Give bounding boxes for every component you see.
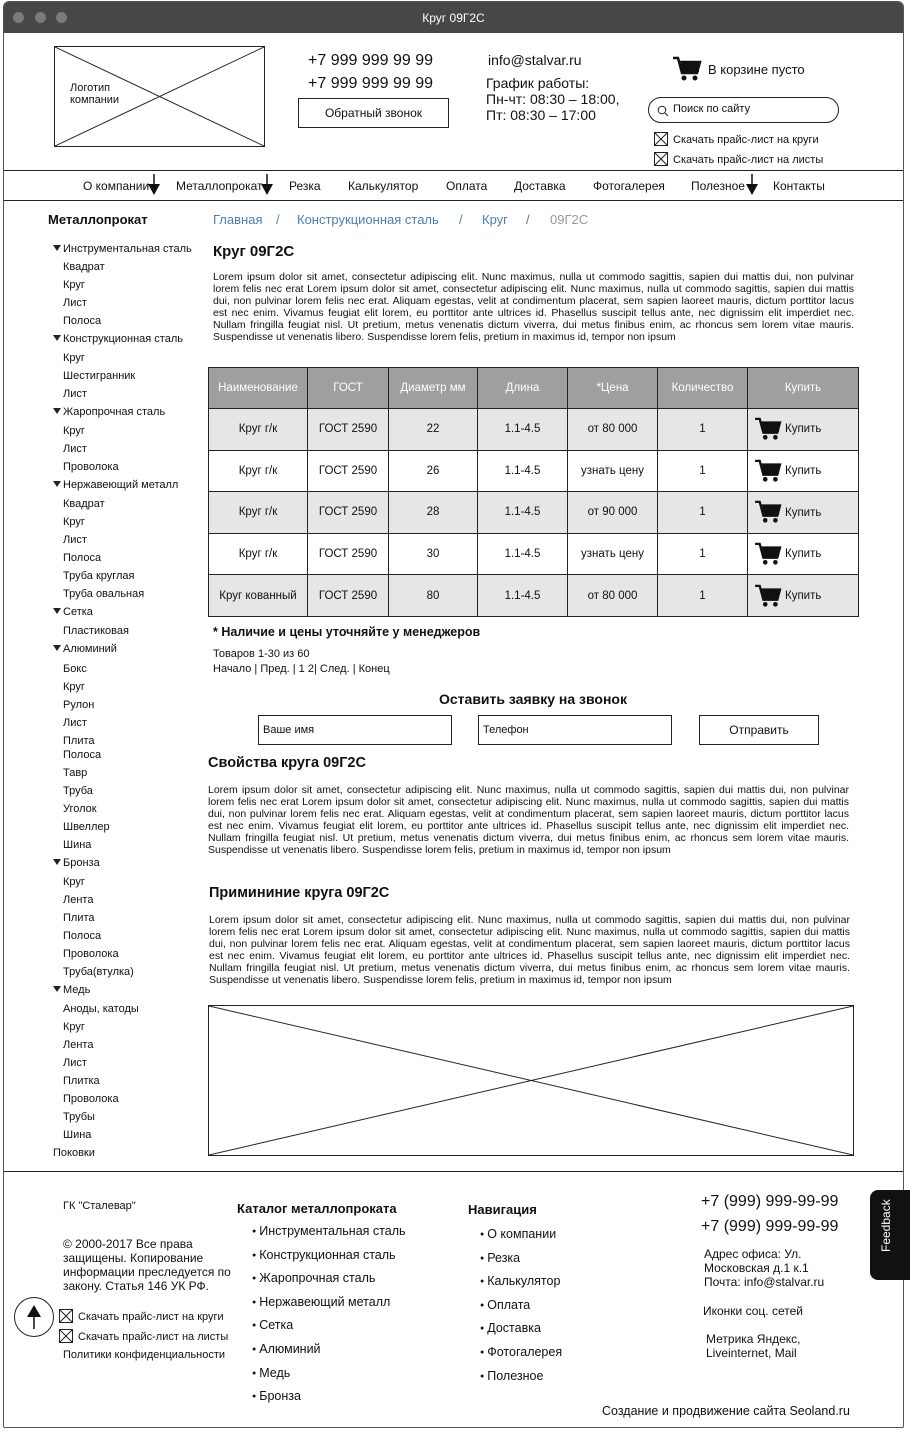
callback-button[interactable]: Обратный звонок	[298, 98, 449, 128]
sidebar-item-label: Круг	[63, 279, 85, 291]
sidebar-item-label: Плитка	[63, 1075, 100, 1087]
sidebar-item[interactable]	[63, 297, 87, 309]
footer-price-sheet-link[interactable]	[59, 1329, 228, 1343]
sidebar-item-label: Медь	[63, 984, 91, 996]
table-cell: 1	[658, 492, 748, 534]
properties-title: Свойства круга 09Г2С	[208, 755, 366, 771]
pagination	[213, 663, 390, 675]
sidebar-item[interactable]	[63, 461, 119, 473]
pager-separator: |	[352, 663, 356, 675]
sidebar-item[interactable]	[63, 681, 85, 693]
sidebar-item-label: Квадрат	[63, 261, 105, 273]
table-row	[209, 450, 859, 492]
sidebar-item-label: Плита	[63, 912, 95, 924]
table-cell: 1	[658, 409, 748, 451]
sidebar-item-label: Лента	[63, 894, 94, 906]
product-table	[208, 367, 859, 617]
checkbox-icon	[654, 152, 668, 166]
search-placeholder: Поиск по сайту	[673, 103, 751, 115]
table-cell: ГОСТ 2590	[308, 450, 389, 492]
sidebar-item[interactable]	[63, 1039, 93, 1051]
table-cell: 80	[389, 575, 478, 617]
sidebar-category[interactable]	[53, 643, 117, 655]
callback-form-title: Оставить заявку на звонок	[439, 691, 627, 707]
sidebar-item[interactable]	[63, 498, 105, 510]
table-cell: Круг г/к	[209, 409, 308, 451]
sidebar-item[interactable]	[63, 966, 134, 978]
table-cell: Круг г/к	[209, 533, 308, 575]
table-cell: ГОСТ 2590	[308, 575, 389, 617]
nav-cutting[interactable]: Резка	[289, 179, 321, 193]
footer-phone-2[interactable]: +7 (999) 999-99-99	[701, 1218, 839, 1235]
sidebar-item[interactable]	[63, 785, 93, 797]
sidebar-item[interactable]	[63, 749, 101, 761]
header-phone-2[interactable]: +7 999 999 99 99	[308, 75, 434, 92]
footer-catalog-link[interactable]: ● Медь	[252, 1366, 290, 1380]
cart-icon	[754, 584, 782, 608]
table-row	[209, 533, 859, 575]
pager-separator: |	[254, 663, 258, 675]
expand-triangle-icon[interactable]	[53, 245, 61, 251]
nav-payment[interactable]: Оплата	[446, 179, 488, 193]
sidebar-item-label: Плита	[63, 735, 95, 747]
cart-status[interactable]: В корзине пусто	[708, 62, 805, 77]
footer-address: Адрес офиса: Ул. Московская д.1 к.1	[704, 1247, 809, 1275]
breadcrumb-current: 09Г2С	[550, 212, 589, 227]
browser-window	[3, 1, 904, 1428]
arrow-up-icon	[14, 1297, 54, 1337]
page-title: Круг 09Г2С	[213, 243, 295, 260]
items-count: Товаров 1-30 из 60	[213, 648, 310, 660]
table-cell: 28	[389, 492, 478, 534]
column-header: Количество	[658, 368, 748, 409]
schedule-friday: Пт: 08:30 – 17:00	[486, 107, 596, 123]
table-cell: 1	[658, 450, 748, 492]
expand-triangle-icon[interactable]	[53, 481, 61, 487]
sidebar-item-label: Лента	[63, 1039, 94, 1051]
sidebar-item[interactable]	[63, 570, 135, 582]
sidebar-item[interactable]	[63, 1093, 119, 1105]
price-list-sheet-link[interactable]	[654, 152, 823, 166]
buy-button[interactable]	[748, 450, 859, 492]
sidebar-item[interactable]	[63, 534, 87, 546]
pager-prev[interactable]: Пред.	[260, 663, 290, 675]
table-cell: 1.1-4.5	[478, 492, 568, 534]
sidebar-item-label: Тавр	[63, 767, 88, 779]
sidebar-item-label: Квадрат	[63, 498, 105, 510]
table-cell: от 80 000	[568, 409, 658, 451]
breadcrumb-home[interactable]: Главная	[213, 212, 263, 227]
sidebar-item[interactable]	[63, 735, 95, 747]
table-cell: ГОСТ 2590	[308, 533, 389, 575]
sidebar-item[interactable]	[63, 588, 144, 600]
pager-separator: |	[313, 663, 317, 675]
table-cell: узнать цену	[568, 450, 658, 492]
footer-nav-link[interactable]: ● Калькулятор	[480, 1274, 560, 1288]
sidebar-item-label: Лист	[63, 297, 87, 309]
search-input[interactable]	[648, 97, 839, 123]
table-cell: 1.1-4.5	[478, 533, 568, 575]
sidebar-item[interactable]	[63, 279, 85, 291]
footer-catalog-title: Каталог металлопроката	[237, 1201, 397, 1216]
sidebar-item[interactable]	[63, 443, 87, 455]
sidebar-item-label: Полоса	[63, 749, 102, 761]
social-icons[interactable]: Иконки соц. сетей	[703, 1304, 803, 1318]
sidebar-item[interactable]	[63, 876, 85, 888]
feedback-tab[interactable]	[870, 1190, 910, 1280]
expand-triangle-icon[interactable]	[53, 645, 61, 651]
feedback-label: Feedback	[879, 1199, 893, 1252]
footer-divider	[4, 1171, 903, 1172]
sidebar-item-label: Пластиковая	[63, 625, 129, 637]
table-cell: от 80 000	[568, 575, 658, 617]
sidebar-item-label: Полоса	[63, 552, 102, 564]
sidebar-item[interactable]	[63, 1021, 85, 1033]
sidebar-item-label: Швеллер	[63, 821, 110, 833]
dropdown-arrow-icon[interactable]	[147, 174, 161, 196]
table-cell: 30	[389, 533, 478, 575]
buy-button[interactable]	[748, 533, 859, 575]
table-cell: 26	[389, 450, 478, 492]
sidebar-item[interactable]	[63, 425, 85, 437]
expand-triangle-icon[interactable]	[53, 408, 61, 414]
footer-catalog-link[interactable]: ● Инструментальная сталь	[252, 1224, 406, 1238]
table-cell: 1.1-4.5	[478, 450, 568, 492]
table-row	[209, 575, 859, 617]
sidebar-item-label: Круг	[63, 425, 85, 437]
company-logo[interactable]	[54, 46, 265, 147]
table-cell: ГОСТ 2590	[308, 409, 389, 451]
column-header: Длина	[478, 368, 568, 409]
table-cell: ГОСТ 2590	[308, 492, 389, 534]
pager-first[interactable]: Начало	[213, 663, 252, 675]
column-header: *Цена	[568, 368, 658, 409]
title-bar	[4, 2, 903, 33]
footer-nav-link[interactable]: ● Полезное	[480, 1369, 543, 1383]
sidebar-item-label: Труба круглая	[63, 570, 135, 582]
sidebar-item-label: Полоса	[63, 930, 102, 942]
sidebar-category[interactable]	[53, 984, 90, 996]
phone-input[interactable]: Телефон	[478, 715, 672, 745]
breadcrumb-structural-steel[interactable]: Конструкционная сталь	[297, 212, 439, 227]
nav-gallery[interactable]: Фотогалерея	[593, 179, 665, 193]
sidebar-item-label: Круг	[63, 1021, 85, 1033]
buy-button[interactable]	[748, 492, 859, 534]
image-placeholder	[208, 1005, 854, 1156]
buy-label: Купить	[785, 589, 822, 602]
sidebar-item-label: Рулон	[63, 699, 95, 711]
footer-price-sheet-label: Скачать прайс-лист на листы	[78, 1331, 229, 1343]
window-title: Круг 09Г2С	[422, 11, 485, 25]
sidebar-item-label: Поковки	[53, 1147, 95, 1159]
footer-catalog-link[interactable]: ● Жаропрочная сталь	[252, 1271, 375, 1285]
footer-phone-1[interactable]: +7 (999) 999-99-99	[701, 1193, 839, 1210]
site-credits[interactable]: Создание и продвижение сайта Seoland.ru	[602, 1404, 850, 1418]
footer-mail[interactable]: Почта: info@stalvar.ru	[704, 1275, 825, 1289]
sidebar-item-label: Лист	[63, 1057, 87, 1069]
sidebar-item[interactable]	[63, 1003, 139, 1015]
buy-label: Купить	[785, 464, 822, 477]
column-header: ГОСТ	[308, 368, 389, 409]
sidebar-item[interactable]	[63, 1075, 100, 1087]
sidebar-item-label: Проволока	[63, 948, 119, 960]
table-cell: 1.1-4.5	[478, 575, 568, 617]
metrics-counters: Метрика Яндекс, Liveinternet, Mail	[706, 1332, 801, 1360]
pager-page-2[interactable]: 2	[307, 663, 314, 675]
sidebar-item-label: Лист	[63, 388, 87, 400]
sidebar-item[interactable]	[63, 1129, 91, 1141]
pager-last[interactable]: Конец	[358, 663, 390, 675]
buy-button[interactable]	[748, 409, 859, 451]
footer-copyright: © 2000-2017 Все права защищены. Копирование информации преследуется по закону. Статья 146 УК РФ.	[63, 1237, 231, 1293]
expand-triangle-icon[interactable]	[53, 859, 61, 865]
table-cell: 1	[658, 575, 748, 617]
table-cell: 22	[389, 409, 478, 451]
submit-button[interactable]: Отправить	[699, 715, 819, 745]
cart-icon	[754, 542, 782, 566]
sidebar-item-label: Уголок	[63, 803, 97, 815]
sidebar-item-label: Труба	[63, 785, 93, 797]
nav-contacts[interactable]: Контакты	[773, 179, 825, 193]
price-sheet-label: Скачать прайс-лист на листы	[673, 154, 824, 166]
cart-icon	[754, 417, 782, 441]
privacy-policy-link[interactable]: Политики конфиденциальности	[63, 1349, 226, 1361]
sidebar-category[interactable]	[53, 1147, 95, 1159]
footer-catalog-link[interactable]: ● Бронза	[252, 1389, 301, 1403]
sidebar-category[interactable]	[53, 606, 93, 618]
sidebar-item[interactable]	[63, 1111, 95, 1123]
price-note: * Наличие и цены уточняйте у менеджеров	[213, 625, 481, 639]
breadcrumb-separator: /	[276, 212, 280, 227]
sidebar-item-label: Аноды, катоды	[63, 1003, 139, 1015]
sidebar-item-label: Лист	[63, 534, 87, 546]
sidebar-item-label: Проволока	[63, 1093, 119, 1105]
sidebar-item-label: Лист	[63, 717, 87, 729]
sidebar-item-label: Труба овальная	[63, 588, 145, 600]
sidebar-item[interactable]	[63, 261, 105, 273]
sidebar-item-label: Круг	[63, 876, 85, 888]
expand-triangle-icon[interactable]	[53, 335, 61, 341]
footer-nav-link[interactable]: ● Фотогалерея	[480, 1345, 562, 1359]
sidebar-item[interactable]	[63, 767, 87, 779]
sidebar-item[interactable]	[63, 516, 85, 528]
sidebar-item[interactable]	[63, 315, 101, 327]
sidebar-item[interactable]	[63, 1057, 87, 1069]
sidebar-category[interactable]	[53, 243, 192, 255]
footer-catalog-link[interactable]: ● Нержавеющий металл	[252, 1295, 390, 1309]
header-email[interactable]: info@stalvar.ru	[488, 52, 582, 68]
table-cell: 1	[658, 533, 748, 575]
main-nav	[4, 170, 903, 201]
sidebar-item[interactable]	[63, 948, 119, 960]
sidebar-item[interactable]	[63, 912, 95, 924]
checkbox-icon	[59, 1309, 73, 1323]
column-header: Диаметр мм	[389, 368, 478, 409]
intro-text: Lorem ipsum dolor sit amet, consectetur adipiscing elit. Nunc maximus, nulla ut commodo sagittis, sapien dui mattis dui, non pulvinar lorem felis nec erat Lorem ipsum dolor sit amet, consectetur adipiscing elit. Nunc maximus, nulla ut commodo sagittis, sapien dui mattis dui, non pulvinar lorem felis nec erat. Aliquam egestas, velit at condimentum placerat, sem sapien laoreet mauris, dictum porttitor lacus est nec enim. Vivamus feugiat elit lorem, eu porttitor ante ultrices id. Phasellus suscipit tellus ante, nec dignissim elit imperdiet nec. Nullam fringilla feugiat nisl. Ut pretium, metus venenatis dictum viverra, dui metus finibus enim, ac rhoncus sem lorem vitae mauris. Suspendisse ut venenatis libero. Suspendisse lorem felis, pretium in maximus id, tempor non ipsum	[213, 271, 854, 343]
sidebar-category[interactable]	[53, 479, 178, 491]
table-cell: Круг г/к	[209, 450, 308, 492]
footer-nav-link[interactable]: ● Доставка	[480, 1321, 541, 1335]
footer-price-circle-label: Скачать прайс-лист на круги	[78, 1311, 224, 1323]
pager-separator: |	[292, 663, 296, 675]
column-header: Купить	[748, 368, 859, 409]
sidebar-item[interactable]	[63, 370, 135, 382]
sidebar-item[interactable]	[63, 803, 97, 815]
pager-page-1[interactable]: 1	[298, 663, 305, 675]
table-cell: Круг кованный	[209, 575, 308, 617]
footer-nav-link[interactable]: ● Резка	[480, 1251, 520, 1265]
sidebar-item[interactable]	[63, 352, 85, 364]
buy-button[interactable]	[748, 575, 859, 617]
footer-company: ГК "Сталевар"	[63, 1200, 136, 1212]
nav-about[interactable]: О компании	[83, 179, 150, 193]
cart-icon[interactable]	[672, 56, 702, 87]
sidebar-item-label: Алюминий	[63, 643, 117, 655]
table-row	[209, 492, 859, 534]
sidebar-item[interactable]	[63, 717, 87, 729]
sidebar-item-label: Бокс	[63, 663, 87, 675]
footer-nav-link[interactable]: ● Оплата	[480, 1298, 530, 1312]
name-input[interactable]: Ваше имя	[258, 715, 452, 745]
cart-icon	[754, 459, 782, 483]
sidebar-category[interactable]	[53, 406, 165, 418]
sidebar-title: Металлопрокат	[48, 212, 148, 227]
footer-catalog-link[interactable]: ● Алюминий	[252, 1342, 321, 1356]
footer-catalog-link[interactable]: ● Конструкционная сталь	[252, 1248, 396, 1262]
footer-price-circle-link[interactable]	[59, 1309, 224, 1323]
sidebar-item-label: Сетка	[63, 606, 93, 618]
dropdown-arrow-icon[interactable]	[260, 174, 274, 196]
nav-calculator[interactable]: Калькулятор	[348, 179, 419, 193]
footer-catalog-link[interactable]: ● Сетка	[252, 1318, 293, 1332]
sidebar-item-label: Конструкционная сталь	[63, 333, 183, 345]
dropdown-arrow-icon[interactable]	[745, 174, 759, 196]
sidebar-item[interactable]	[63, 552, 101, 564]
table-cell: узнать цену	[568, 533, 658, 575]
sidebar-category[interactable]	[53, 333, 183, 345]
schedule-title: График работы:	[486, 75, 590, 91]
nav-useful[interactable]: Полезное	[691, 179, 745, 193]
sidebar-item-label: Жаропрочная сталь	[63, 406, 166, 418]
table-row	[209, 409, 859, 451]
buy-label: Купить	[785, 506, 822, 519]
usage-text: Lorem ipsum dolor sit amet, consectetur adipiscing elit. Nunc maximus, nulla ut commodo sagittis, sapien dui mattis dui, non pulvinar lorem felis nec erat Lorem ipsum dolor sit amet, consectetur adipiscing elit. Nunc maximus, nulla ut commodo sagittis, sapien dui mattis dui, non pulvinar lorem felis nec erat. Aliquam egestas, velit at condimentum placerat, sem sapien laoreet mauris, dictum porttitor lacus est nec enim. Vivamus feugiat elit lorem, eu porttitor ante ultrices id. Phasellus suscipit tellus ante, nec dignissim elit imperdiet nec. Nullam fringilla feugiat nisl. Ut pretium, metus venenatis dictum viverra, dui metus finibus enim, ac rhoncus sem lorem vitae mauris. Suspendisse ut venenatis libero. Suspendisse lorem felis, pretium in maximus id, tempor non ipsum	[209, 914, 850, 986]
schedule-weekdays: Пн-чт: 08:30 – 18:00,	[486, 91, 620, 107]
sidebar-item[interactable]	[63, 625, 129, 637]
sidebar-item-label: Нержавеющий металл	[63, 479, 179, 491]
sidebar-item[interactable]	[63, 388, 87, 400]
sidebar-item-label: Лист	[63, 443, 87, 455]
cart-icon	[754, 500, 782, 524]
sidebar-item-label: Круг	[63, 516, 85, 528]
checkbox-icon	[654, 132, 668, 146]
price-circle-label: Скачать прайс-лист на круги	[673, 134, 819, 146]
sidebar-item-label: Шестигранник	[63, 370, 136, 382]
usage-title: Примининие круга 09Г2С	[209, 885, 390, 901]
nav-delivery[interactable]: Доставка	[514, 179, 566, 193]
expand-triangle-icon[interactable]	[53, 608, 61, 614]
sidebar-item[interactable]	[63, 930, 101, 942]
sidebar-item[interactable]	[63, 821, 110, 833]
sidebar-item-label: Полоса	[63, 315, 102, 327]
sidebar-category[interactable]	[53, 857, 100, 869]
sidebar-item[interactable]	[63, 839, 91, 851]
column-header: Наименование	[209, 368, 308, 409]
sidebar-item-label: Трубы	[63, 1111, 95, 1123]
nav-metal[interactable]: Металлопрокат	[176, 179, 263, 193]
sidebar-item-label: Шина	[63, 839, 92, 851]
sidebar-item[interactable]	[63, 699, 94, 711]
buy-label: Купить	[785, 548, 822, 561]
footer-nav-link[interactable]: ● О компании	[480, 1227, 556, 1241]
pager-next[interactable]: След.	[319, 663, 350, 675]
sidebar-item-label: Труба(втулка)	[63, 966, 134, 978]
price-list-circle-link[interactable]	[654, 132, 819, 146]
logo-text: Логотип компании	[70, 82, 120, 106]
sidebar-item-label: Круг	[63, 352, 85, 364]
sidebar-item-label: Проволока	[63, 461, 119, 473]
breadcrumb-separator: /	[459, 212, 463, 227]
table-cell: Круг г/к	[209, 492, 308, 534]
checkbox-icon	[59, 1329, 73, 1343]
sidebar-item[interactable]	[63, 663, 87, 675]
table-cell: от 90 000	[568, 492, 658, 534]
sidebar-item[interactable]	[63, 894, 93, 906]
buy-label: Купить	[785, 423, 822, 436]
search-icon	[657, 105, 669, 117]
scroll-top-button[interactable]	[14, 1297, 54, 1337]
sidebar-item-label: Шина	[63, 1129, 92, 1141]
table-cell: 1.1-4.5	[478, 409, 568, 451]
footer-nav-title: Навигация	[468, 1202, 537, 1217]
properties-text: Lorem ipsum dolor sit amet, consectetur adipiscing elit. Nunc maximus, nulla ut commodo sagittis, sapien dui mattis dui, non pulvinar lorem felis nec erat Lorem ipsum dolor sit amet, consectetur adipiscing elit. Nunc maximus, nulla ut commodo sagittis, sapien dui mattis dui, non pulvinar lorem felis nec erat. Aliquam egestas, velit at condimentum placerat, sem sapien laoreet mauris, dictum porttitor lacus est nec enim. Vivamus feugiat elit lorem, eu porttitor ante ultrices id. Phasellus suscipit tellus ante, nec dignissim elit imperdiet nec. Nullam fringilla feugiat nisl. Ut pretium, metus venenatis dictum viverra, dui metus finibus enim, ac rhoncus sem lorem vitae mauris. Suspendisse ut venenatis libero. Suspendisse lorem felis, pretium in maximus id, tempor non ipsum	[208, 784, 849, 856]
breadcrumb-separator: /	[526, 212, 530, 227]
sidebar-item-label: Бронза	[63, 857, 100, 869]
header-phone-1[interactable]: +7 999 999 99 99	[308, 52, 434, 69]
sidebar-item-label: Круг	[63, 681, 85, 693]
expand-triangle-icon[interactable]	[53, 986, 61, 992]
work-schedule	[486, 75, 619, 123]
breadcrumb-circle[interactable]: Круг	[482, 212, 508, 227]
sidebar-item-label: Инструментальная сталь	[63, 243, 192, 255]
